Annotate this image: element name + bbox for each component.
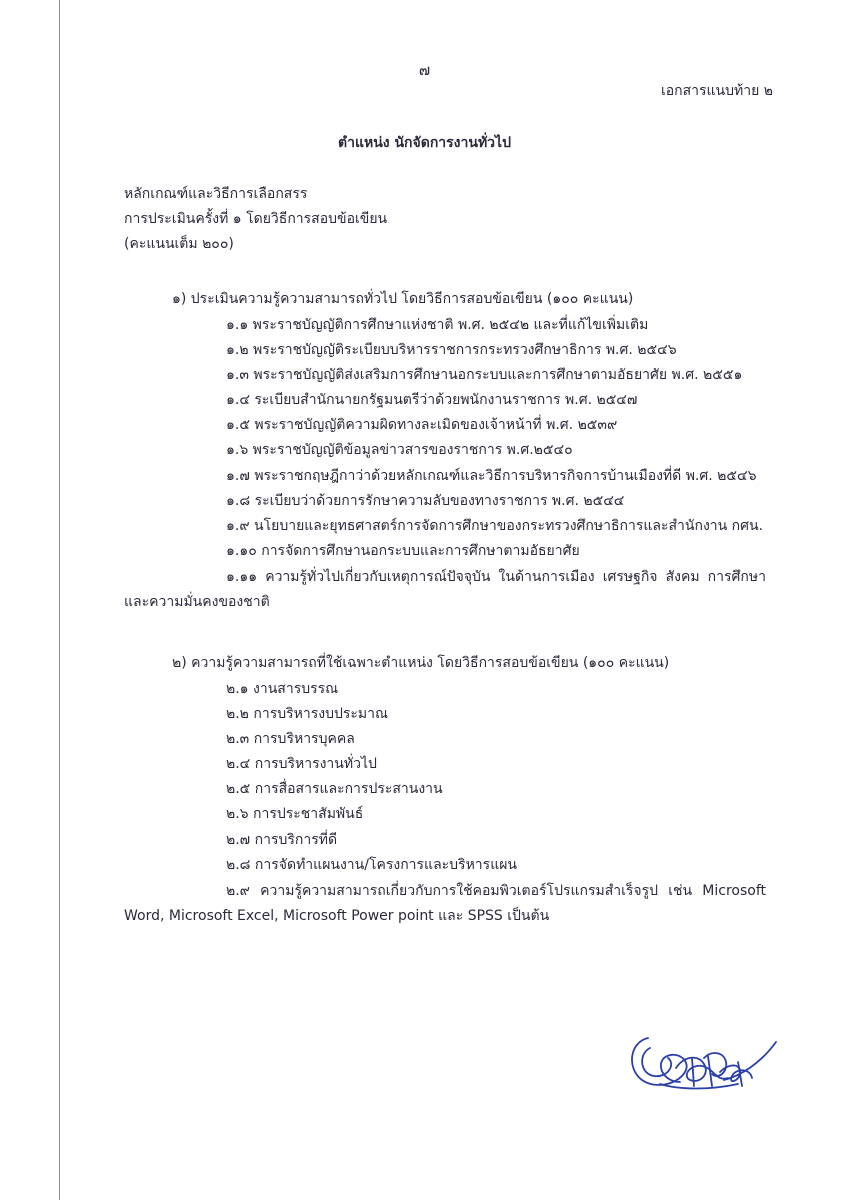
list-item-2-9-continued: Word, Microsoft Excel, Microsoft Power point และ SPSS เป็นต้น bbox=[124, 908, 550, 924]
list-item: ๑.๑๐ การจัดการศึกษานอกระบบและการศึกษาตามอัธยาศัย bbox=[226, 543, 580, 559]
list-item: ๒.๑ งานสารบรรณ bbox=[226, 681, 339, 697]
list-item: ๒.๒ การบริหารงบประมาณ bbox=[226, 706, 388, 722]
list-item-1-11: ๑.๑๑ ความรู้ทั่วไปเกี่ยวกับเหตุการณ์ปัจจุบัน ในด้านการเมือง เศรษฐกิจ สังคม การศึกษา bbox=[226, 569, 766, 585]
list-item: ๑.๔ ระเบียบสำนักนายกรัฐมนตรีว่าด้วยพนักงานราชการ พ.ศ. ๒๕๔๗ bbox=[226, 392, 638, 408]
list-item: ๑.๒ พระราชบัญญัติระเบียบบริหารราชการกระทรวงศึกษาธิการ พ.ศ. ๒๕๔๖ bbox=[226, 342, 677, 358]
intro-full-score: (คะแนนเต็ม ๒๐๐) bbox=[124, 236, 234, 252]
attachment-label: เอกสารแนบท้าย ๒ bbox=[660, 83, 773, 99]
handwritten-signature bbox=[620, 1028, 780, 1098]
list-item: ๑.๙ นโยบายและยุทธศาสตร์การจัดการศึกษาของกระทรวงศึกษาธิการและสำนักงาน กศน. bbox=[226, 518, 764, 534]
list-item: ๑.๖ พระราชบัญญัติข้อมูลข่าวสารของราชการ พ.ศ.๒๕๔๐ bbox=[226, 442, 573, 458]
intro-assessment: การประเมินครั้งที่ ๑ โดยวิธีการสอบข้อเขียน bbox=[124, 211, 388, 227]
list-item: ๑.๓ พระราชบัญญัติส่งเสริมการศึกษานอกระบบและการศึกษาตามอัธยาศัย พ.ศ. ๒๕๕๑ bbox=[226, 367, 743, 383]
list-item: ๒.๔ การบริหารงานทั่วไป bbox=[226, 756, 377, 772]
list-item: ๒.๖ การประชาสัมพันธ์ bbox=[226, 806, 364, 822]
list-item: ๒.๗ การบริการที่ดี bbox=[226, 832, 338, 848]
list-item: ๑.๑ พระราชบัญญัติการศึกษาแห่งชาติ พ.ศ. ๒๕๔๒ และที่แก้ไขเพิ่มเติม bbox=[226, 317, 649, 333]
section-1-heading: ๑) ประเมินความรู้ความสามารถทั่วไป โดยวิธีการสอบข้อเขียน (๑๐๐ คะแนน) bbox=[172, 291, 634, 307]
intro-block bbox=[124, 182, 387, 257]
page-number: ๗ bbox=[418, 61, 431, 79]
document-title: ตำแหน่ง นักจัดการงานทั่วไป bbox=[338, 135, 511, 151]
list-item-2-9: ๒.๙ ความรู้ความสามารถเกี่ยวกับการใช้คอมพิวเตอร์โปรแกรมสำเร็จรูป เช่น Microsoft bbox=[226, 883, 766, 899]
list-item: ๑.๗ พระราชกฤษฎีกาว่าด้วยหลักเกณฑ์และวิธีการบริหารกิจการบ้านเมืองที่ดี พ.ศ. ๒๕๔๖ bbox=[226, 468, 757, 484]
list-item: ๑.๕ พระราชบัญญัติความผิดทางละเมิดของเจ้าหน้าที่ พ.ศ. ๒๕๓๙ bbox=[226, 417, 618, 433]
list-item-1-11-continued: และความมั่นคงของชาติ bbox=[124, 594, 270, 610]
list-item: ๒.๘ การจัดทำแผนงาน/โครงการและบริหารแผน bbox=[226, 857, 517, 873]
page-edge-line bbox=[59, 0, 60, 1200]
section-2-heading: ๒) ความรู้ความสามารถที่ใช้เฉพาะตำแหน่ง โดยวิธีการสอบข้อเขียน (๑๐๐ คะแนน) bbox=[172, 655, 670, 671]
list-item: ๑.๘ ระเบียบว่าด้วยการรักษาความลับของทางราชการ พ.ศ. ๒๕๔๔ bbox=[226, 493, 625, 509]
list-item: ๒.๕ การสื่อสารและการประสานงาน bbox=[226, 781, 443, 797]
list-item: ๒.๓ การบริหารบุคคล bbox=[226, 731, 355, 747]
intro-criteria: หลักเกณฑ์และวิธีการเลือกสรร bbox=[124, 186, 308, 202]
